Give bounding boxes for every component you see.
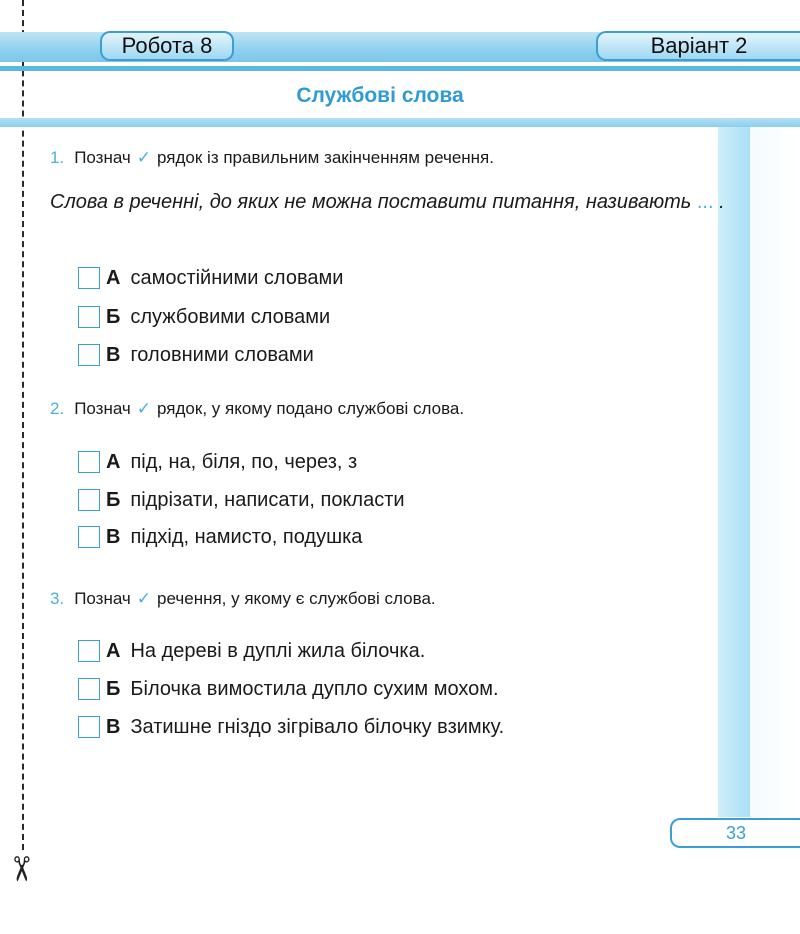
question-1 xyxy=(50,148,494,168)
question-1-prompt xyxy=(50,186,730,219)
checkmark-icon: ✓ xyxy=(136,148,152,167)
option-text: самостійними словами xyxy=(130,266,344,289)
answer-checkbox[interactable] xyxy=(78,344,100,366)
side-strip-fade xyxy=(750,127,800,817)
answer-checkbox[interactable] xyxy=(78,451,100,473)
work-label: Робота 8 xyxy=(100,31,234,61)
question-3 xyxy=(50,589,436,609)
option-text: На дереві в дуплі жила білочка. xyxy=(130,639,426,662)
option-text: Білочка вимостила дупло сухим мохом. xyxy=(130,677,499,700)
prompt-end: . xyxy=(719,191,725,213)
option-3a[interactable] xyxy=(78,638,425,664)
option-text: під, на, біля, по, через, з xyxy=(130,450,358,473)
option-3c[interactable] xyxy=(78,714,504,740)
answer-checkbox[interactable] xyxy=(78,526,100,548)
option-letter: В xyxy=(106,715,121,738)
answer-checkbox[interactable] xyxy=(78,489,100,511)
option-text: службовими словами xyxy=(130,305,331,328)
answer-checkbox[interactable] xyxy=(78,678,100,700)
header-divider xyxy=(0,66,800,71)
question-verb: Познач xyxy=(74,589,131,608)
question-verb: Познач xyxy=(74,399,131,418)
prompt-dots: ... xyxy=(696,191,714,213)
page-title: Службові слова xyxy=(296,84,464,107)
answer-checkbox[interactable] xyxy=(78,267,100,289)
checkmark-icon: ✓ xyxy=(136,399,152,418)
question-text: речення, у якому є службові слова. xyxy=(157,589,436,608)
option-2b[interactable] xyxy=(78,487,405,513)
answer-checkbox[interactable] xyxy=(78,640,100,662)
option-text: головними словами xyxy=(130,343,314,366)
question-number: 2. xyxy=(50,399,65,418)
answer-checkbox[interactable] xyxy=(78,716,100,738)
option-1a[interactable] xyxy=(78,265,343,291)
option-2a[interactable] xyxy=(78,449,357,475)
option-letter: Б xyxy=(106,488,121,511)
question-2 xyxy=(50,399,464,419)
scissors-icon: ✂ xyxy=(0,854,41,884)
checkmark-icon: ✓ xyxy=(136,589,152,608)
cut-line xyxy=(22,0,24,850)
option-letter: В xyxy=(106,343,121,366)
question-text: рядок, у якому подано службові слова. xyxy=(157,399,465,418)
option-text: підхід, намисто, подушка xyxy=(130,525,363,548)
question-number: 1. xyxy=(50,148,65,167)
option-text: Затишне гніздо зігрівало білочку взимку. xyxy=(130,715,505,738)
page-number: 33 xyxy=(670,818,800,848)
side-strip xyxy=(718,127,750,817)
option-letter: Б xyxy=(106,677,121,700)
variant-label: Варіант 2 xyxy=(596,31,800,61)
option-letter: А xyxy=(106,450,121,473)
question-number: 3. xyxy=(50,589,65,608)
question-verb: Познач xyxy=(74,148,131,167)
title-band xyxy=(0,118,800,127)
option-text: підрізати, написати, покласти xyxy=(130,488,405,511)
option-letter: А xyxy=(106,266,121,289)
option-1c[interactable] xyxy=(78,342,314,368)
option-3b[interactable] xyxy=(78,676,499,702)
answer-checkbox[interactable] xyxy=(78,306,100,328)
option-letter: Б xyxy=(106,305,121,328)
option-2c[interactable] xyxy=(78,524,362,550)
option-1b[interactable] xyxy=(78,304,330,330)
question-text: рядок із правильним закінченням речення. xyxy=(157,148,494,167)
option-letter: А xyxy=(106,639,121,662)
prompt-text: Слова в реченні, до яких не можна поставити питання, називають xyxy=(50,191,692,213)
option-letter: В xyxy=(106,525,121,548)
